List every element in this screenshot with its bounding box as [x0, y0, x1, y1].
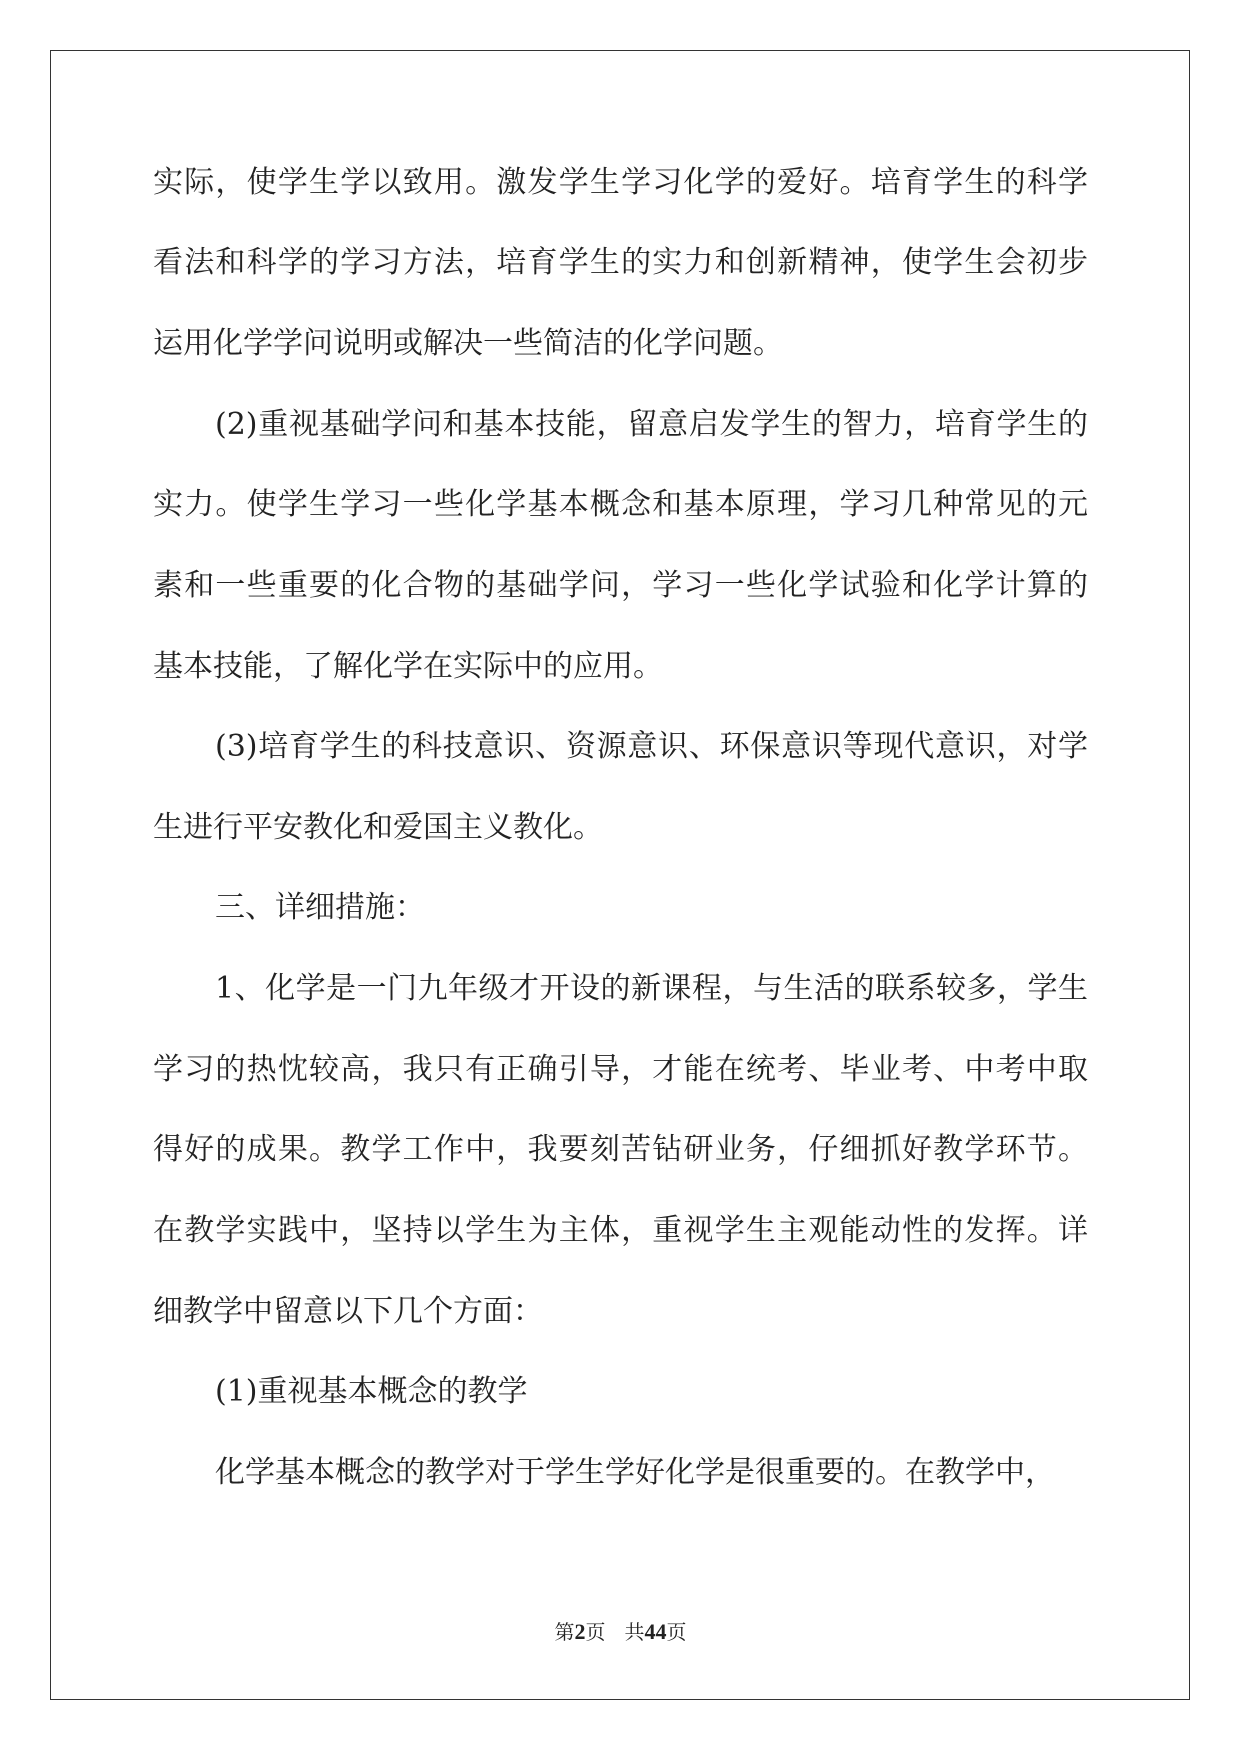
paragraph-start: 1、化学是一门九年级才开设的新课程，与生活的联系较多，学生 [215, 971, 1088, 1006]
text-line: 学习的热忱较高，我只有正确引导，才能在统考、毕业考、中考中取 [153, 1052, 1088, 1087]
text-line: 实力。使学生学习一些化学基本概念和基本原理，学习几种常见的元 [153, 487, 1088, 522]
paragraph-start: (3)培育学生的科技意识、资源意识、环保意识等现代意识，对学 [215, 729, 1088, 764]
text-line: 细教学中留意以下几个方面： [153, 1294, 543, 1329]
text-line: 素和一些重要的化合物的基础学问，学习一些化学试验和化学计算的 [153, 568, 1088, 603]
total-pages: 44 [644, 1619, 667, 1644]
total-suffix: 页 [666, 1620, 687, 1644]
text-line: 基本技能，了解化学在实际中的应用。 [153, 649, 663, 684]
text-line: 得好的成果。教学工作中，我要刻苦钻研业务，仔细抓好教学环节。 [153, 1132, 1088, 1167]
total-prefix: 共 [624, 1620, 645, 1644]
page-prefix: 第 [554, 1620, 575, 1644]
text-line: 看法和科学的学习方法，培育学生的实力和创新精神，使学生会初步 [153, 245, 1088, 280]
text-line: 在教学实践中，坚持以学生为主体，重视学生主观能动性的发挥。详 [153, 1213, 1088, 1248]
text-line: 生进行平安教化和爱国主义教化。 [153, 810, 603, 845]
text-line: 实际，使学生学以致用。激发学生学习化学的爱好。培育学生的科学 [153, 165, 1088, 200]
paragraph-start: 化学基本概念的教学对于学生学好化学是很重要的。在教学中， [215, 1455, 1055, 1490]
section-heading: 三、详细措施： [215, 890, 425, 925]
paragraph-start: (2)重视基础学问和基本技能，留意启发学生的智力，培育学生的 [215, 407, 1088, 442]
subheading: (1)重视基本概念的教学 [215, 1374, 528, 1409]
page-footer [0, 1616, 1241, 1645]
text-line: 运用化学学问说明或解决一些简洁的化学问题。 [153, 326, 783, 361]
page-suffix: 页 [585, 1620, 606, 1644]
page-number: 2 [574, 1619, 586, 1644]
